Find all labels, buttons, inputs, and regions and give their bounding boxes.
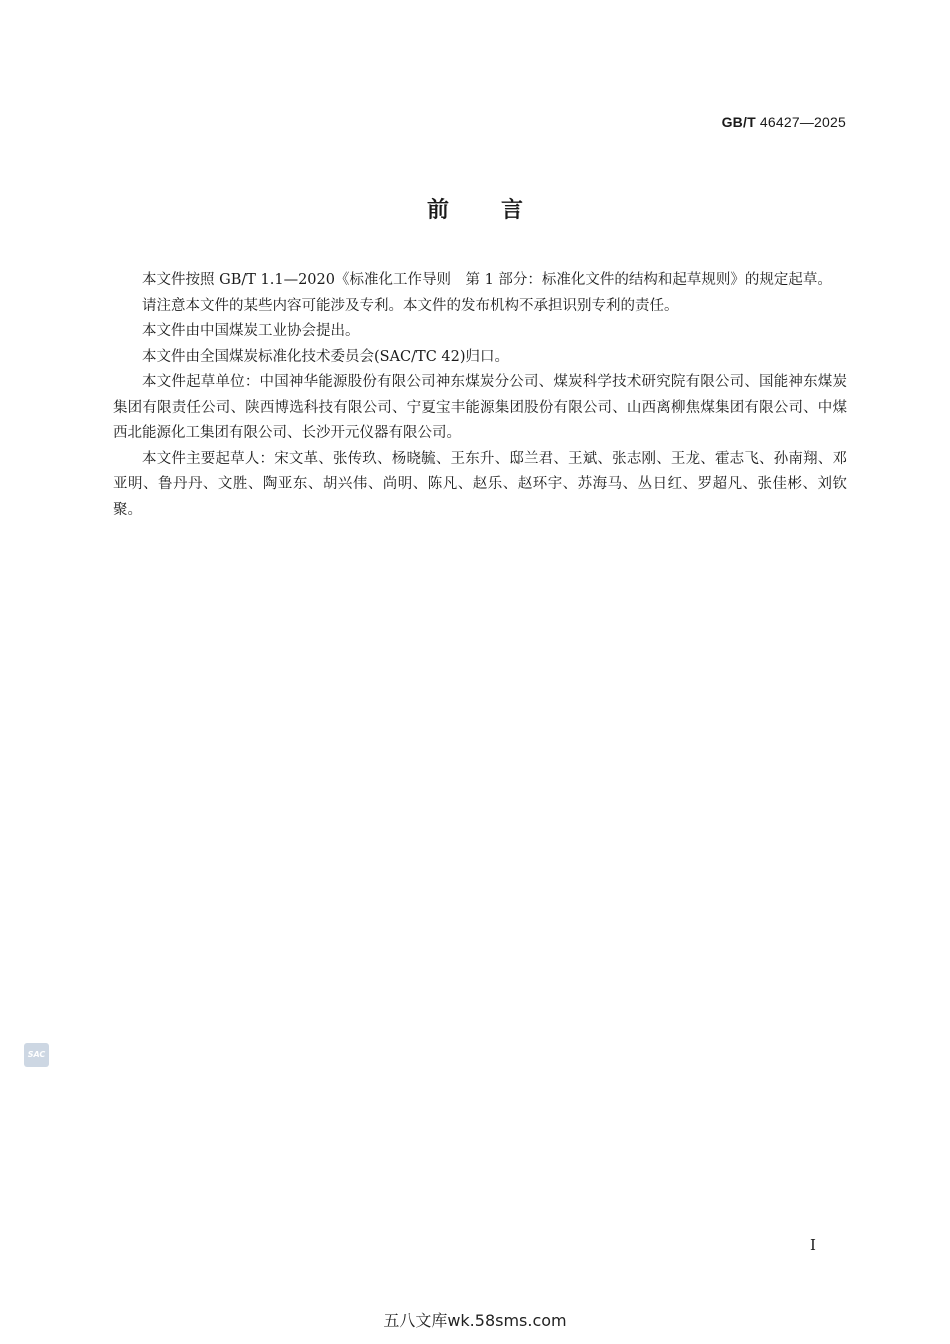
standard-code: 46427—2025 — [759, 114, 846, 130]
paragraph-drafters: 本文件主要起草人：宋文革、张传玖、杨晓毓、王东升、邸兰君、王斌、张志刚、王龙、霍志飞、孙南翔、邓亚明、鲁丹丹、文胜、陶亚东、胡兴伟、尚明、陈凡、赵乐、赵环宇、苏海马、丛日红、罗超凡、张佳彬、刘钦聚。 — [113, 450, 847, 518]
page-number: I — [810, 1236, 816, 1254]
paragraph-proposer: 本文件由中国煤炭工业协会提出。 — [142, 323, 360, 339]
paragraph-committee: 本文件由全国煤炭标准化技术委员会(SAC/TC 42)归口。 — [142, 348, 510, 365]
standard-number — [722, 114, 846, 130]
sac-logo-icon: SAC — [24, 1043, 49, 1067]
standard-prefix: GB/T — [721, 114, 756, 130]
footer-watermark: 五八文库wk.58sms.com — [383, 1311, 567, 1330]
page-title: 前言 — [426, 198, 575, 223]
paragraph-drafting-rules: 本文件按照 GB/T 1.1—2020《标准化工作导则 第 1 部分：标准化文件的结构和起草规则》的规定起草。 — [142, 272, 832, 288]
paragraph-patent-notice: 请注意本文件的某些内容可能涉及专利。本文件的发布机构不承担识别专利的责任。 — [142, 297, 679, 314]
foreword-body — [113, 268, 847, 523]
paragraph-drafting-units: 本文件起草单位：中国神华能源股份有限公司神东煤炭分公司、煤炭科学技术研究院有限公司、国能神东煤炭集团有限责任公司、陕西博选科技有限公司、宁夏宝丰能源集团股份有限公司、山西离柳焦煤集团有限公司、中煤西北能源化工集团有限公司、长沙开元仪器有限公司。 — [113, 374, 847, 441]
